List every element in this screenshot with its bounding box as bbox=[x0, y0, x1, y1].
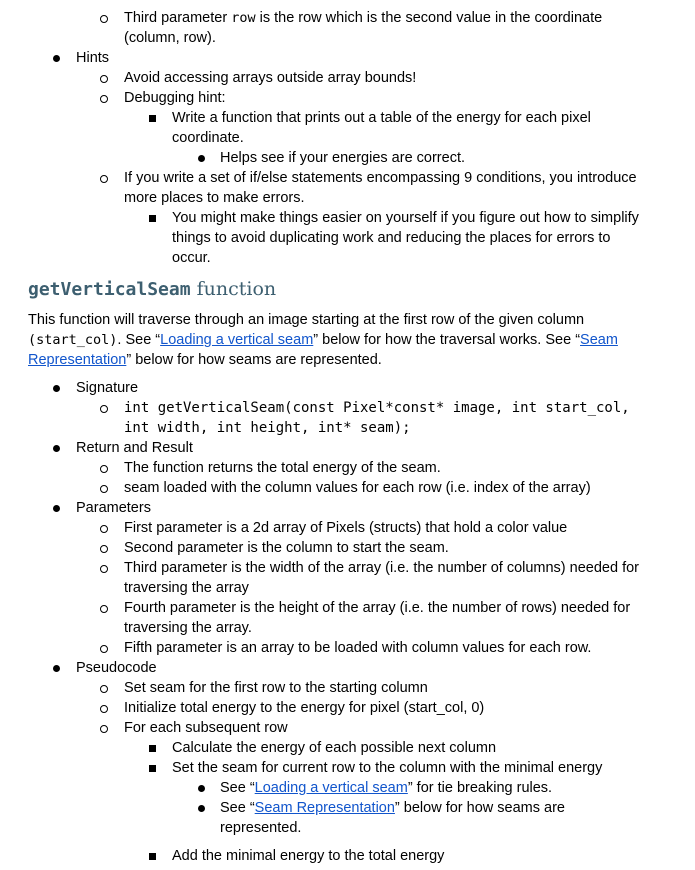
hint-helps: Helps see if your energies are correct. bbox=[220, 150, 465, 166]
hint-write-function-cont: coordinate. bbox=[172, 130, 244, 146]
pseudo-see-loading: See “Loading a vertical seam” for tie breaking rules. bbox=[220, 780, 553, 796]
param-third: Third parameter is the width of the array (i.e. the number of columns) needed for bbox=[124, 560, 639, 576]
pseudocode-label: Pseudocode bbox=[76, 660, 157, 676]
signature-code-2: int width, int height, int* seam); bbox=[124, 420, 411, 436]
bullet-icon bbox=[198, 155, 205, 162]
bullet-icon bbox=[53, 55, 60, 62]
hint-simplify-cont: things to avoid duplicating work and reducing the places for errors to bbox=[172, 230, 611, 246]
parameters-label: Parameters bbox=[76, 500, 151, 516]
hint-write-function: Write a function that prints out a table of the energy for each pixel bbox=[172, 110, 591, 126]
hollow-bullet-icon bbox=[100, 465, 108, 473]
seam-representation-link[interactable]: Seam bbox=[580, 332, 618, 348]
loading-vertical-seam-link-2[interactable]: Loading a vertical seam bbox=[254, 780, 408, 796]
hollow-bullet-icon bbox=[100, 605, 108, 613]
hint-ifelse: If you write a set of if/else statements encompassing 9 conditions, you introduce bbox=[124, 170, 637, 186]
intro-line-3: Representation” below for how seams are represented. bbox=[28, 352, 382, 368]
section-heading: getVerticalSeam function bbox=[28, 278, 277, 300]
bullet-icon bbox=[53, 665, 60, 672]
hollow-bullet-icon bbox=[100, 565, 108, 573]
bullet-icon bbox=[53, 505, 60, 512]
bullet-icon bbox=[198, 785, 205, 792]
square-bullet-icon bbox=[149, 115, 156, 122]
hint-debugging: Debugging hint: bbox=[124, 90, 226, 106]
hint-ifelse-cont: more places to make errors. bbox=[124, 190, 305, 206]
intro-line-2: (start_col). See “Loading a vertical seam” below for how the traversal works. See “Seam bbox=[28, 332, 618, 348]
hollow-bullet-icon bbox=[100, 15, 108, 23]
square-bullet-icon bbox=[149, 215, 156, 222]
pseudo-see-representation: See “Seam Representation” below for how seams are bbox=[220, 800, 565, 816]
hollow-bullet-icon bbox=[100, 705, 108, 713]
hints-label: Hints bbox=[76, 50, 110, 66]
return-seam-loaded: seam loaded with the column values for each row (i.e. index of the array) bbox=[124, 480, 591, 496]
hint-avoid-bounds: Avoid accessing arrays outside array bounds! bbox=[124, 70, 417, 86]
pseudo-see-representation-cont: represented. bbox=[220, 820, 302, 836]
hollow-bullet-icon bbox=[100, 545, 108, 553]
square-bullet-icon bbox=[149, 853, 156, 860]
param-second: Second parameter is the column to start the seam. bbox=[124, 540, 449, 556]
pseudo-step-4: Calculate the energy of each possible next column bbox=[172, 740, 497, 756]
returns-label: Return and Result bbox=[76, 440, 193, 456]
seam-representation-link-2[interactable]: Seam Representation bbox=[254, 800, 395, 816]
pseudo-step-5: Set the seam for current row to the column with the minimal energy bbox=[172, 760, 603, 776]
signature-label: Signature bbox=[76, 380, 139, 396]
bullet-icon bbox=[53, 445, 60, 452]
hollow-bullet-icon bbox=[100, 75, 108, 83]
hollow-bullet-icon bbox=[100, 525, 108, 533]
hollow-bullet-icon bbox=[100, 95, 108, 103]
param-fourth: Fourth parameter is the height of the array (i.e. the number of rows) needed for bbox=[124, 600, 631, 616]
hollow-bullet-icon bbox=[100, 485, 108, 493]
hint-simplify-cont2: occur. bbox=[172, 250, 211, 266]
seam-representation-link-cont[interactable]: Representation bbox=[28, 352, 127, 368]
square-bullet-icon bbox=[149, 745, 156, 752]
bullet-icon bbox=[53, 385, 60, 392]
signature-code-1: int getVerticalSeam(const Pixel*const* image, int start_col, bbox=[124, 400, 630, 416]
hollow-bullet-icon bbox=[100, 725, 108, 733]
pseudo-step-3: For each subsequent row bbox=[124, 720, 288, 736]
hollow-bullet-icon bbox=[100, 405, 108, 413]
hollow-bullet-icon bbox=[100, 175, 108, 183]
bullet-icon bbox=[198, 805, 205, 812]
third-param-row-text: Third parameter row is the row which is the second value in the coordinate bbox=[124, 10, 603, 26]
third-param-row-cont: (column, row). bbox=[124, 30, 216, 46]
pseudo-step-1: Set seam for the first row to the starting column bbox=[124, 680, 428, 696]
hollow-bullet-icon bbox=[100, 685, 108, 693]
return-total-energy: The function returns the total energy of the seam. bbox=[124, 460, 441, 476]
intro-line-1: This function will traverse through an image starting at the first row of the given column bbox=[28, 312, 585, 328]
param-fifth: Fifth parameter is an array to be loaded with column values for each row. bbox=[124, 640, 592, 656]
param-first: First parameter is a 2d array of Pixels (structs) that hold a color value bbox=[124, 520, 568, 536]
loading-vertical-seam-link[interactable]: Loading a vertical seam bbox=[160, 332, 314, 348]
hollow-bullet-icon bbox=[100, 645, 108, 653]
square-bullet-icon bbox=[149, 765, 156, 772]
param-fourth-cont: traversing the array. bbox=[124, 620, 252, 636]
hint-simplify: You might make things easier on yourself if you figure out how to simplify bbox=[172, 210, 639, 226]
pseudo-step-2: Initialize total energy to the energy for pixel (start_col, 0) bbox=[124, 700, 485, 716]
pseudo-step-8: Add the minimal energy to the total energy bbox=[172, 848, 445, 864]
param-third-cont: traversing the array bbox=[124, 580, 249, 596]
